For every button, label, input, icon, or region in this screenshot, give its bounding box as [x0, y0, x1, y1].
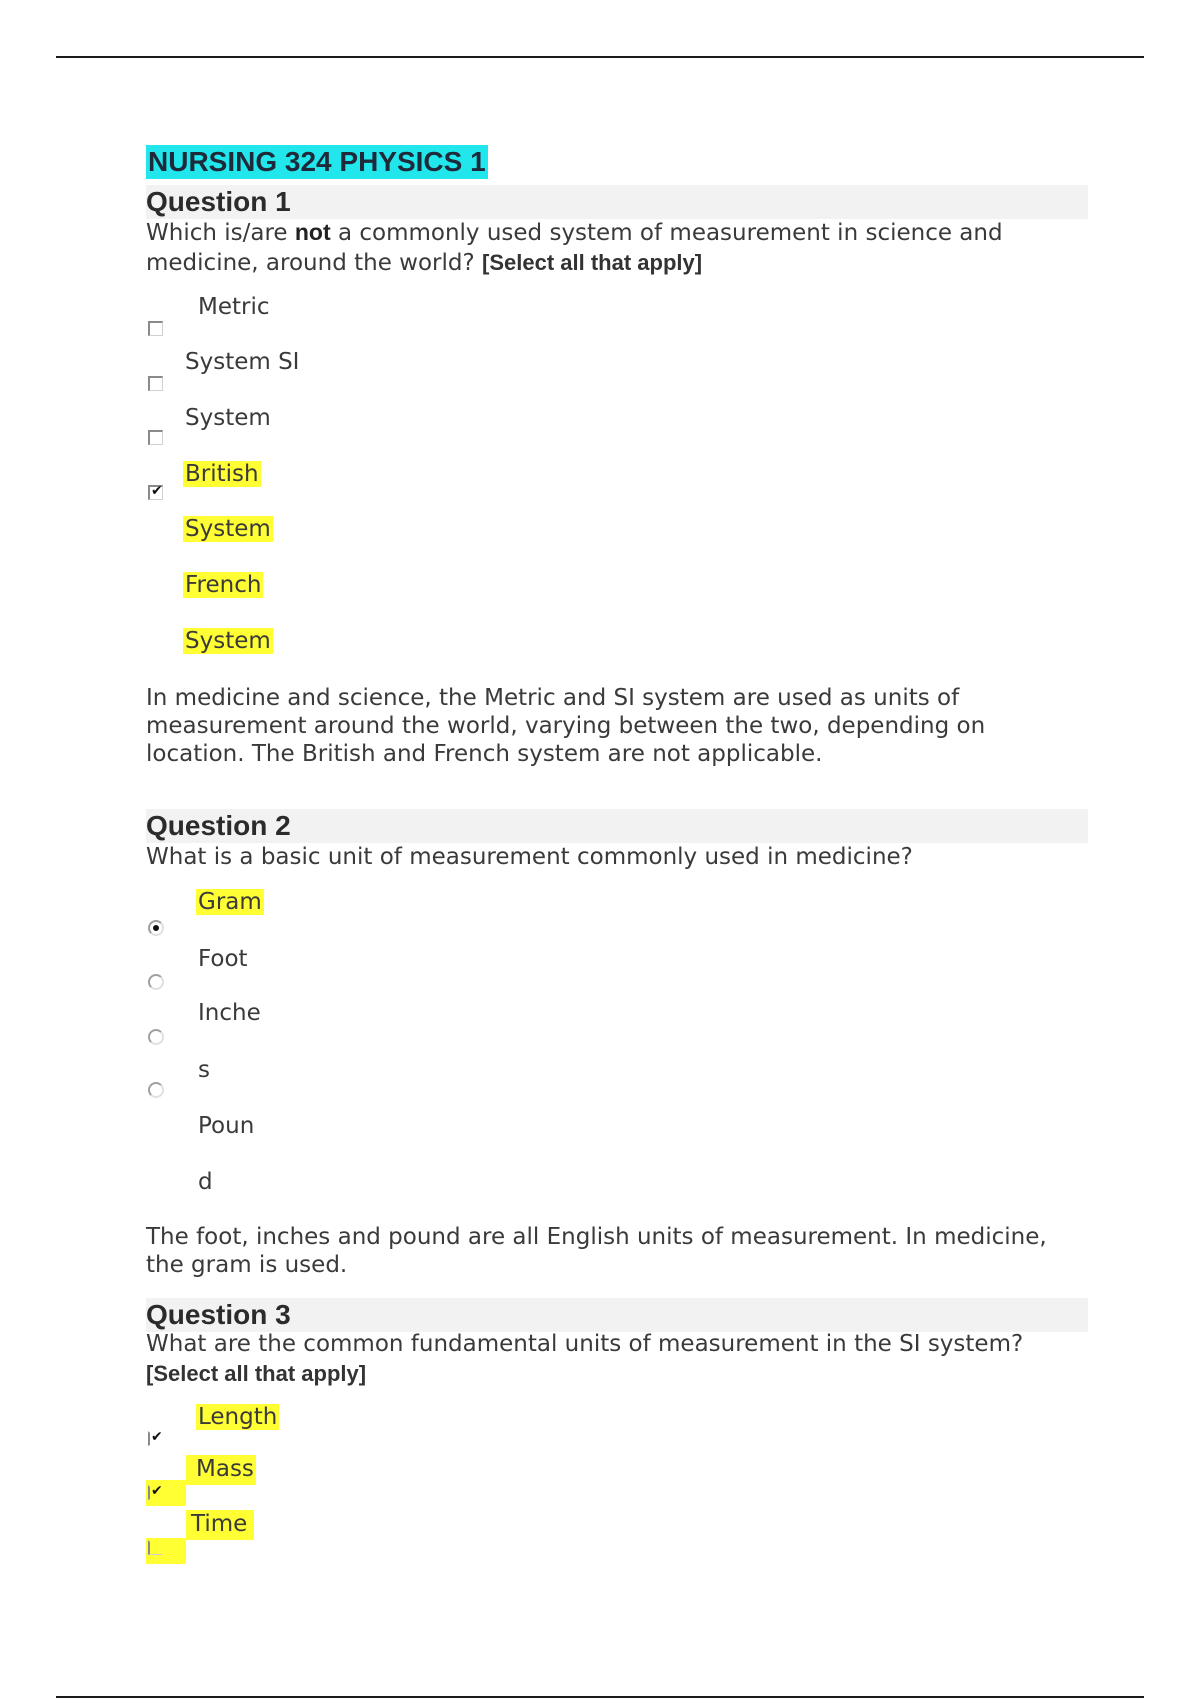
question-3-prompt-text: What are the common fundamental units of measurement in the SI system?	[146, 1331, 1024, 1357]
q2-option-gram-text: Gram	[198, 889, 262, 915]
q3-option-length-text: Length	[198, 1404, 278, 1430]
q3-checkbox-2-checked[interactable]	[148, 1485, 163, 1500]
q1-option-system-si: System SI	[185, 349, 300, 375]
question-1-prompt-emphasis: not	[294, 219, 331, 245]
q2-option-gram	[196, 888, 264, 916]
q1-option-french	[183, 571, 263, 599]
q1-option-french-text: French	[185, 572, 262, 598]
q2-option-inches-cont: s	[198, 1057, 210, 1083]
q2-radio-3[interactable]	[148, 1029, 164, 1045]
question-1-explanation: In medicine and science, the Metric and SI system are used as units of measurement around the world, varying between the two, depending on location. The British and French system are not applicable.	[146, 685, 986, 767]
question-3-heading-text: Question 3	[146, 1299, 291, 1330]
q1-checkbox-3[interactable]	[148, 430, 163, 445]
checkmark-icon: ✔	[151, 483, 163, 499]
question-3-prompt	[146, 1330, 1086, 1389]
question-1-heading	[146, 185, 1088, 219]
q2-option-poun: Poun	[198, 1113, 255, 1139]
q1-option-system: System	[185, 405, 271, 431]
question-1-prompt	[146, 218, 1086, 278]
question-2-explanation: The foot, inches and pound are all English units of measurement. In medicine, the gram is used.	[146, 1224, 1047, 1278]
q1-option-french-system-text: System	[185, 628, 271, 654]
document-title: NURSING 324 PHYSICS 1	[148, 146, 486, 177]
q2-option-inche: Inche	[198, 1000, 261, 1026]
checkmark-icon: ✔	[151, 1483, 163, 1499]
q3-option-mass: Mass	[196, 1456, 254, 1482]
bottom-rule	[56, 1696, 1144, 1698]
q1-option-british-system-text: System	[185, 516, 271, 542]
question-1-heading-text: Question 1	[146, 186, 291, 217]
q1-checkbox-2[interactable]	[148, 376, 163, 391]
q1-option-british	[183, 460, 261, 488]
q2-radio-2[interactable]	[148, 974, 164, 990]
q2-radio-1-selected[interactable]	[148, 920, 164, 936]
q3-checkbox-3[interactable]	[148, 1540, 163, 1555]
q1-option-british-system	[183, 515, 273, 543]
q3-checkbox-1-checked[interactable]	[148, 1431, 163, 1446]
question-2-heading	[146, 809, 1088, 843]
q1-option-metric: Metric	[198, 294, 270, 320]
q1-checkbox-4-checked[interactable]	[148, 485, 163, 500]
q1-option-british-text: British	[185, 461, 259, 487]
question-2-prompt: What is a basic unit of measurement commonly used in medicine?	[146, 844, 913, 870]
question-3-heading	[146, 1298, 1088, 1332]
q1-checkbox-1[interactable]	[148, 321, 163, 336]
radio-dot-icon	[153, 925, 159, 931]
q2-option-foot: Foot	[198, 946, 248, 972]
q2-radio-4[interactable]	[148, 1082, 164, 1098]
question-2-heading-text: Question 2	[146, 810, 291, 841]
question-1-instruction: [Select all that apply]	[482, 250, 703, 275]
q1-option-french-system	[183, 627, 273, 655]
question-1-prompt-text-2: a commonly used system of measurement in science and medicine, around the world?	[146, 220, 1003, 276]
question-3-instruction: [Select all that apply]	[146, 1361, 367, 1386]
q3-option-time: Time	[191, 1511, 248, 1537]
checkmark-icon: ✔	[151, 1429, 163, 1445]
question-1-prompt-text: Which is/are	[146, 220, 295, 246]
q3-option-length	[196, 1403, 279, 1431]
top-rule	[56, 56, 1144, 58]
q2-option-pound-cont: d	[198, 1169, 213, 1195]
